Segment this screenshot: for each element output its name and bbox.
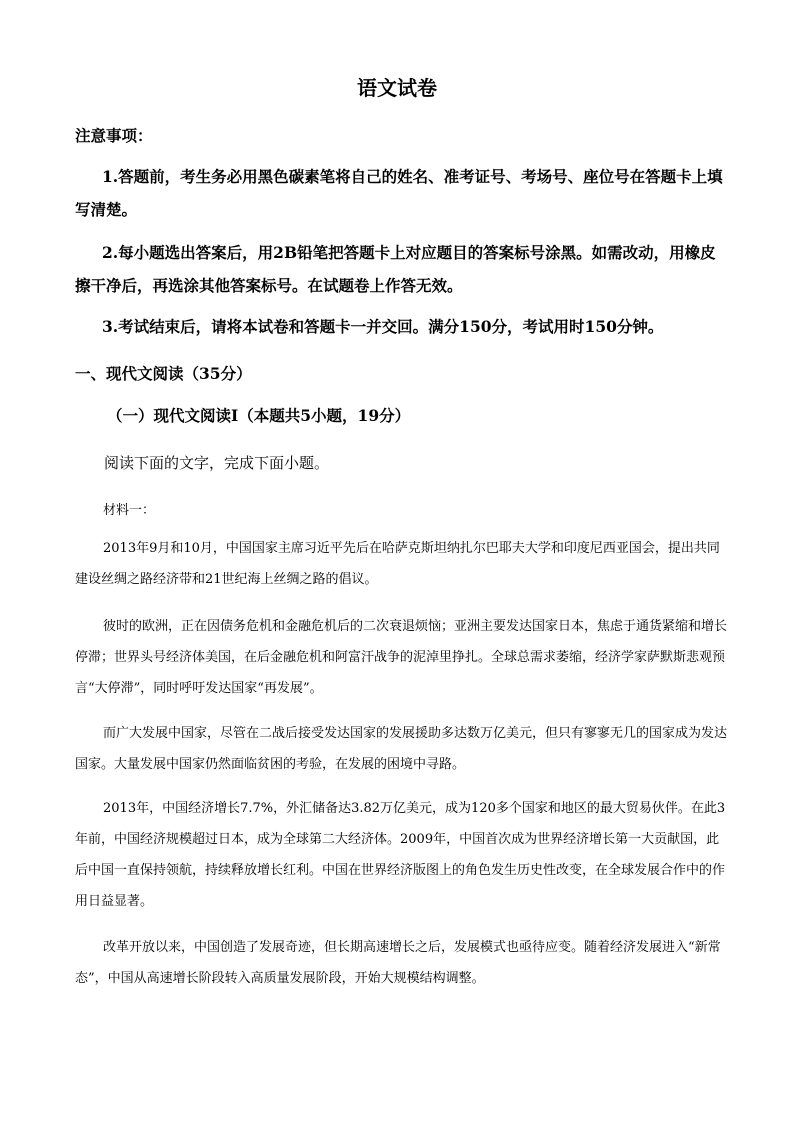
subsection-heading: （一）现代文阅读Ⅰ（本题共5小题，19分） — [107, 406, 411, 425]
material-paragraph-4: 2013年，中国经济增长7.7%，外汇储备达3.82万亿美元，成为120多个国家和地区的最大贸易伙伴。在此3年前，中国经济规模超过日本，成为全球第二大经济体。2009年，中国首次成为世界经济增长第一大贡献国，此后中国一直保持领航，持续释放增长红利。中国在世界经济版图上的角色发生历史性改变，在全球发展合作中的作用日益显著。 — [75, 801, 726, 909]
page-title: 语文试卷 — [357, 76, 437, 100]
reading-instruction: 阅读下面的文字，完成下面小题。 — [104, 454, 330, 472]
section-heading: 一、现代文阅读（35分） — [75, 364, 252, 383]
notice-item-2: 2.每小题选出答案后，用2B铅笔把答题卡上对应题目的答案标号涂黑。如需改动，用橡皮擦干净后，再选涂其他答案标号。在试题卷上作答无效。 — [75, 243, 716, 295]
material-paragraph-3: 而广大发展中国家，尽管在二战后接受发达国家的发展援助多达数万亿美元，但只有寥寥无几的国家成为发达国家。大量发展中国家仍然面临贫困的考验，在发展的困境中寻路。 — [75, 726, 728, 772]
notice-item-3: 3.考试结束后，请将本试卷和答题卡一并交回。满分150分，考试用时150分钟。 — [102, 317, 664, 336]
material-paragraph-2: 彼时的欧洲，正在因债务危机和金融危机后的二次衰退烦恼；亚洲主要发达国家日本，焦虑于通货紧缩和增长停滞；世界头号经济体美国，在后金融危机和阿富汗战争的泥淖里挣扎。全球总需求萎缩，经济学家萨默斯悲观预言“大停滞”，同时呼吁发达国家“再发展”。 — [75, 619, 728, 696]
material-paragraph-5: 改革开放以来，中国创造了发展奇迹，但长期高速增长之后，发展模式也亟待应变。随着经济发展进入“新常态”，中国从高速增长阶段转入高质量发展阶段，开始大规模结构调整。 — [75, 940, 721, 986]
material-label: 材料一： — [103, 503, 156, 518]
notice-heading: 注意事项： — [75, 126, 153, 145]
notice-item-1: 1.答题前，考生务必用黑色碳素笔将自己的姓名、准考证号、考场号、座位号在答题卡上填写清楚。 — [75, 167, 723, 219]
material-paragraph-1: 2013年9月和10月，中国国家主席习近平先后在哈萨克斯坦纳扎尔巴耶夫大学和印度尼西亚国会，提出共同建设丝绸之路经济带和21世纪海上丝绸之路的倡议。 — [75, 541, 720, 587]
